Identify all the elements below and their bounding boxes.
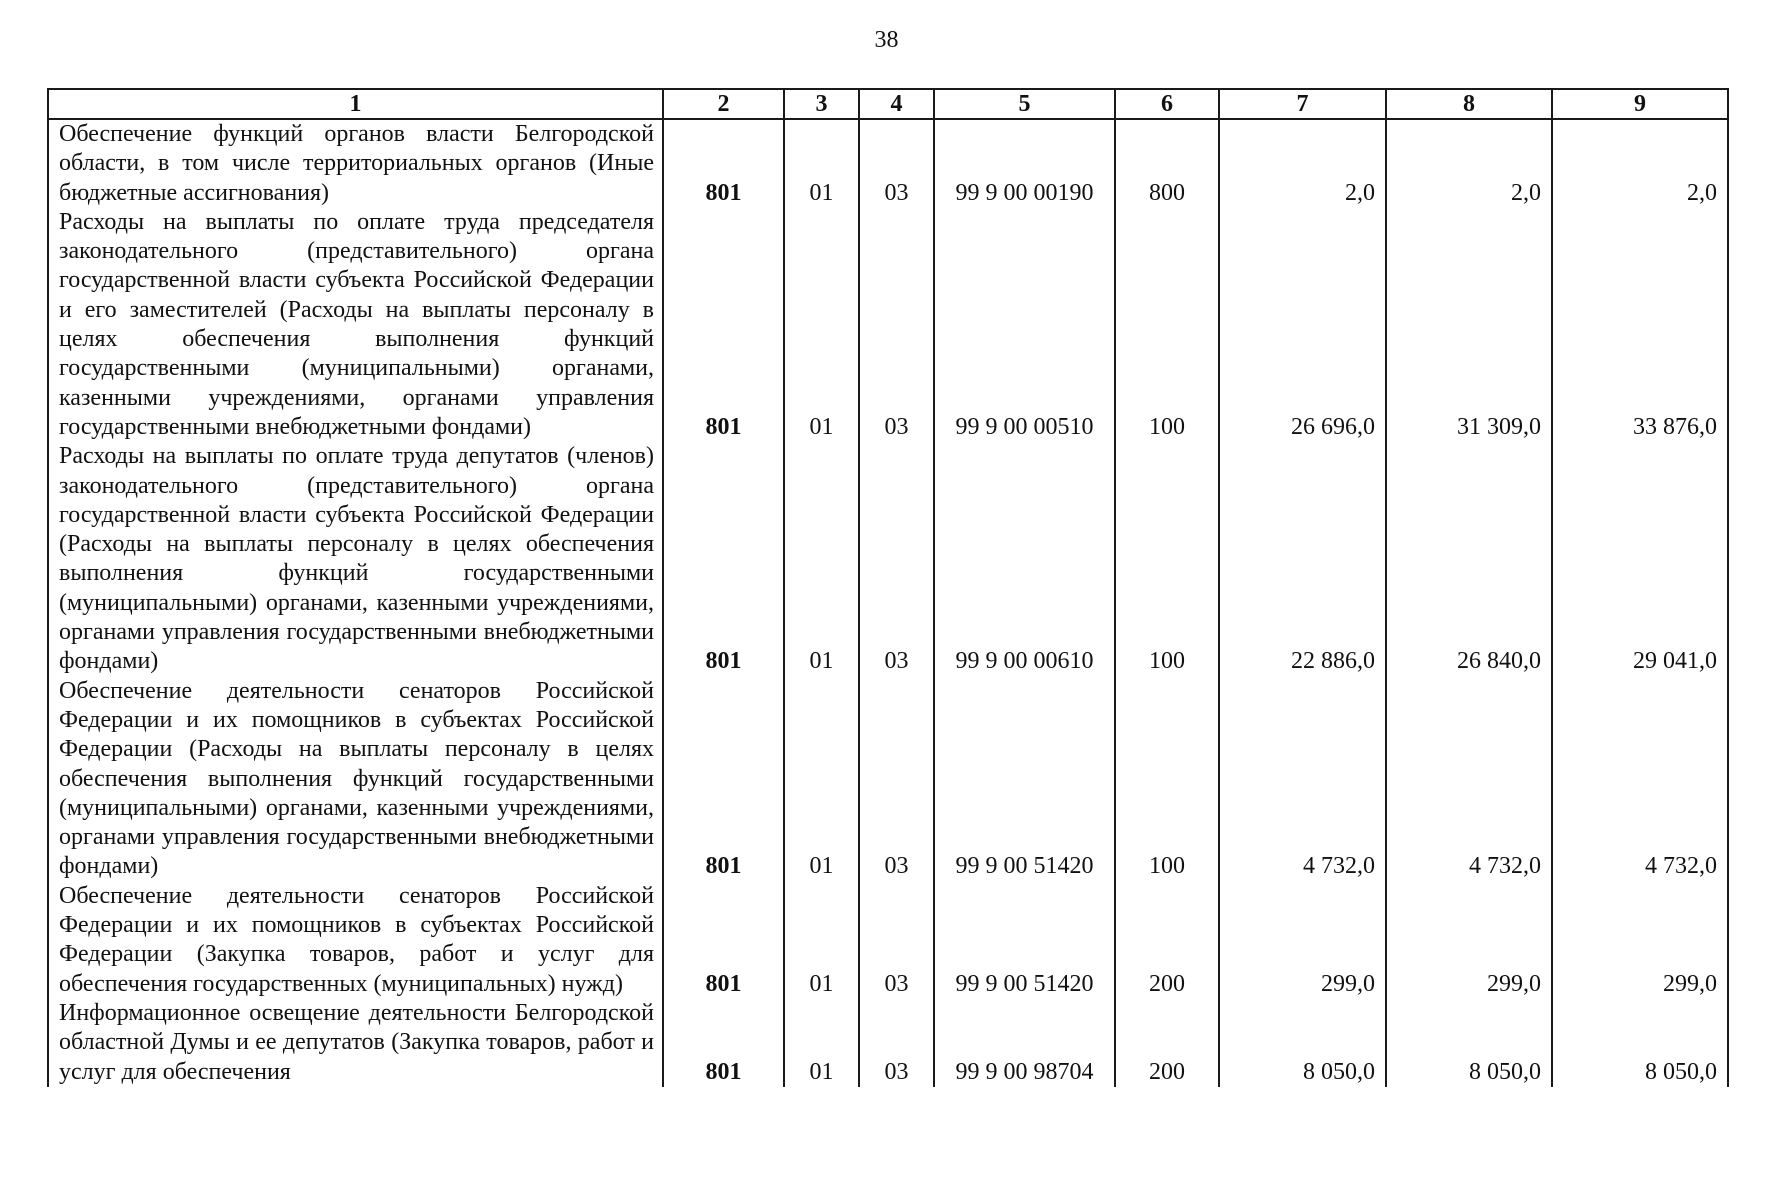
expense-type: 200 — [1115, 882, 1219, 999]
target-article: 99 9 00 51420 — [934, 677, 1115, 882]
ministry-code: 801 — [663, 442, 784, 676]
table-row — [48, 999, 1728, 1087]
subsection-code: 03 — [859, 999, 934, 1087]
header-row — [48, 89, 1728, 119]
table-row — [48, 882, 1728, 999]
row-description: Расходы на выплаты по оплате труда депутатов (членов) законодательного (представительного) органа государственной власти субъекта Российской Федерации (Расходы на выплаты персоналу в целях обеспечения выполнения функций государственными (муниципальными) органами, казенными учреждениями, органами управления государственными внебюджетными фондами) — [48, 442, 663, 676]
amount-year-1: 4 732,0 — [1219, 677, 1386, 882]
row-description: Расходы на выплаты по оплате труда председателя законодательного (представительного) органа государственной власти субъекта Российской Федерации и его заместителей (Расходы на выплаты персоналу в целях обеспечения выполнения функций государственными (муниципальными) органами, казенными учреждениями, органами управления государственными внебюджетными фондами) — [48, 208, 663, 442]
amount-year-3: 299,0 — [1552, 882, 1728, 999]
amount-year-3: 33 876,0 — [1552, 208, 1728, 442]
column-header: 8 — [1386, 89, 1552, 119]
amount-year-3: 29 041,0 — [1552, 442, 1728, 676]
column-header: 1 — [48, 89, 663, 119]
table-row — [48, 119, 1728, 208]
subsection-code: 03 — [859, 882, 934, 999]
column-header: 3 — [784, 89, 859, 119]
column-header: 4 — [859, 89, 934, 119]
expense-type: 100 — [1115, 677, 1219, 882]
subsection-code: 03 — [859, 208, 934, 442]
amount-year-2: 299,0 — [1386, 882, 1552, 999]
amount-year-3: 2,0 — [1552, 119, 1728, 208]
amount-year-3: 8 050,0 — [1552, 999, 1728, 1087]
expense-type: 100 — [1115, 208, 1219, 442]
table-row — [48, 208, 1728, 442]
column-header: 6 — [1115, 89, 1219, 119]
column-header: 5 — [934, 89, 1115, 119]
amount-year-1: 22 886,0 — [1219, 442, 1386, 676]
ministry-code: 801 — [663, 882, 784, 999]
ministry-code: 801 — [663, 999, 784, 1087]
amount-year-1: 299,0 — [1219, 882, 1386, 999]
table-row — [48, 677, 1728, 882]
amount-year-2: 26 840,0 — [1386, 442, 1552, 676]
amount-year-1: 2,0 — [1219, 119, 1386, 208]
section-code: 01 — [784, 882, 859, 999]
column-header: 2 — [663, 89, 784, 119]
ministry-code: 801 — [663, 119, 784, 208]
budget-table — [47, 88, 1729, 1087]
section-code: 01 — [784, 677, 859, 882]
target-article: 99 9 00 00510 — [934, 208, 1115, 442]
target-article: 99 9 00 00190 — [934, 119, 1115, 208]
subsection-code: 03 — [859, 442, 934, 676]
amount-year-2: 8 050,0 — [1386, 999, 1552, 1087]
ministry-code: 801 — [663, 208, 784, 442]
page-number: 38 — [874, 27, 899, 53]
row-description: Обеспечение деятельности сенаторов Российской Федерации и их помощников в субъектах Российской Федерации (Расходы на выплаты персоналу в целях обеспечения выполнения функций государственными (муниципальными) органами, казенными учреждениями, органами управления государственными внебюджетными фондами) — [48, 677, 663, 882]
expense-type: 200 — [1115, 999, 1219, 1087]
row-description: Обеспечение функций органов власти Белгородской области, в том числе территориальных органов (Иные бюджетные ассигнования) — [48, 119, 663, 208]
row-description: Информационное освещение деятельности Белгородской областной Думы и ее депутатов (Закупка товаров, работ и услуг для обеспечения — [48, 999, 663, 1087]
amount-year-1: 8 050,0 — [1219, 999, 1386, 1087]
amount-year-2: 2,0 — [1386, 119, 1552, 208]
target-article: 99 9 00 98704 — [934, 999, 1115, 1087]
amount-year-2: 4 732,0 — [1386, 677, 1552, 882]
section-code: 01 — [784, 119, 859, 208]
subsection-code: 03 — [859, 119, 934, 208]
subsection-code: 03 — [859, 677, 934, 882]
table-row — [48, 442, 1728, 676]
expense-type: 800 — [1115, 119, 1219, 208]
amount-year-1: 26 696,0 — [1219, 208, 1386, 442]
section-code: 01 — [784, 442, 859, 676]
ministry-code: 801 — [663, 677, 784, 882]
row-description: Обеспечение деятельности сенаторов Российской Федерации и их помощников в субъектах Российской Федерации (Закупка товаров, работ и услуг для обеспечения государственных (муниципальных) нужд) — [48, 882, 663, 999]
column-header: 7 — [1219, 89, 1386, 119]
target-article: 99 9 00 51420 — [934, 882, 1115, 999]
expense-type: 100 — [1115, 442, 1219, 676]
amount-year-3: 4 732,0 — [1552, 677, 1728, 882]
amount-year-2: 31 309,0 — [1386, 208, 1552, 442]
section-code: 01 — [784, 999, 859, 1087]
section-code: 01 — [784, 208, 859, 442]
column-header: 9 — [1552, 89, 1728, 119]
target-article: 99 9 00 00610 — [934, 442, 1115, 676]
